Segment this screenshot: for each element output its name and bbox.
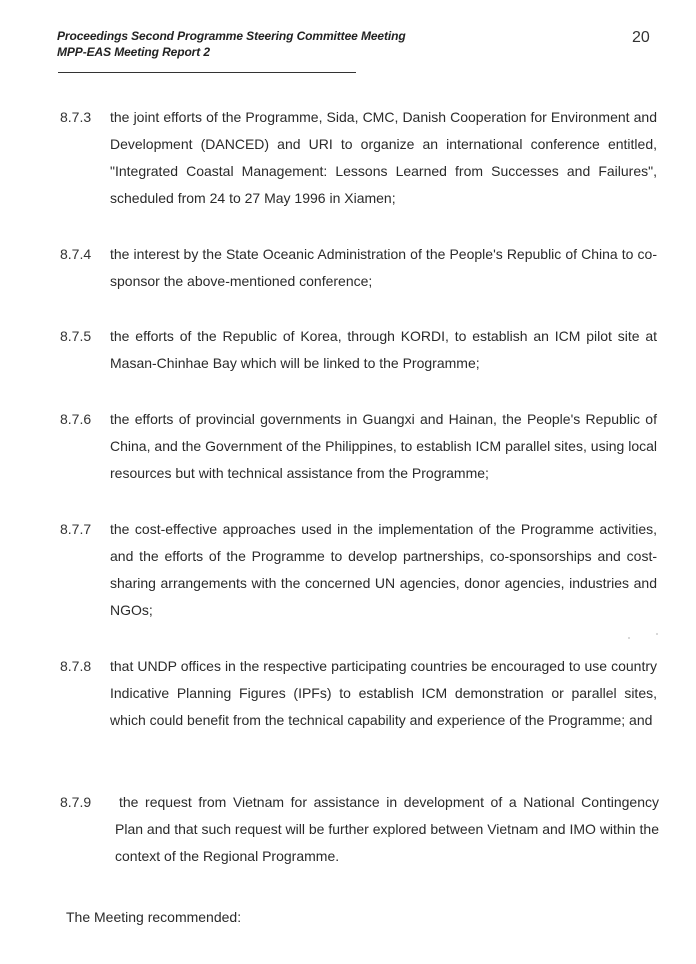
item-text: the efforts of provincial governments in Guangxi and Hainan, the People's Republic of China, and the Government of the Philippines, to establish ICM parallel sites, using local resources but with technical assistance from the Programme; xyxy=(110,411,657,481)
item-number: 8.7.3 xyxy=(60,109,92,125)
header-title: Proceedings Second Programme Steering Committee Meeting xyxy=(57,29,406,43)
page-number: 20 xyxy=(632,29,650,46)
header-divider xyxy=(58,72,356,73)
item-text: the request from Vietnam for assistance in development of a National Contingency Plan and that such request will be further explored between Vietnam and IMO within the context of the Regional Programme. xyxy=(115,794,659,864)
item-number: 8.7.6 xyxy=(60,411,92,427)
item-text: the interest by the State Oceanic Administration of the People's Republic of China to co-sponsor the above-mentioned conference; xyxy=(110,246,657,289)
item-text: the cost-effective approaches used in the implementation of the Programme activities, and the efforts of the Programme to develop partnerships, co-sponsorships and cost-sharing arrangements with the concerned UN agencies, donor agencies, industries and NGOs; xyxy=(110,521,657,618)
item-number: 8.7.9 xyxy=(60,794,92,810)
header-subtitle: MPP-EAS Meeting Report 2 xyxy=(57,45,210,59)
closing-statement: The Meeting recommended: xyxy=(66,909,242,925)
item-text: that UNDP offices in the respective participating countries be encouraged to use country Indicative Planning Figures (IPFs) to establish ICM demonstration or parallel sites, which could benefit from the technical capability and experience of the Programme; and xyxy=(110,658,657,728)
scan-speck xyxy=(656,633,658,635)
item-number: 8.7.7 xyxy=(60,521,92,537)
item-number: 8.7.5 xyxy=(60,328,92,344)
scan-speck xyxy=(628,637,630,639)
item-number: 8.7.4 xyxy=(60,246,92,262)
item-number: 8.7.8 xyxy=(60,658,92,674)
item-text: the efforts of the Republic of Korea, through KORDI, to establish an ICM pilot site at Masan-Chinhae Bay which will be linked to the Programme; xyxy=(110,328,657,371)
item-text: the joint efforts of the Programme, Sida, CMC, Danish Cooperation for Environment and Development (DANCED) and URI to organize an international conference entitled, "Integrated Coastal Management: Lessons Learned from Successes and Failures", scheduled from 24 to 27 May 1996 in Xiamen; xyxy=(110,109,657,206)
